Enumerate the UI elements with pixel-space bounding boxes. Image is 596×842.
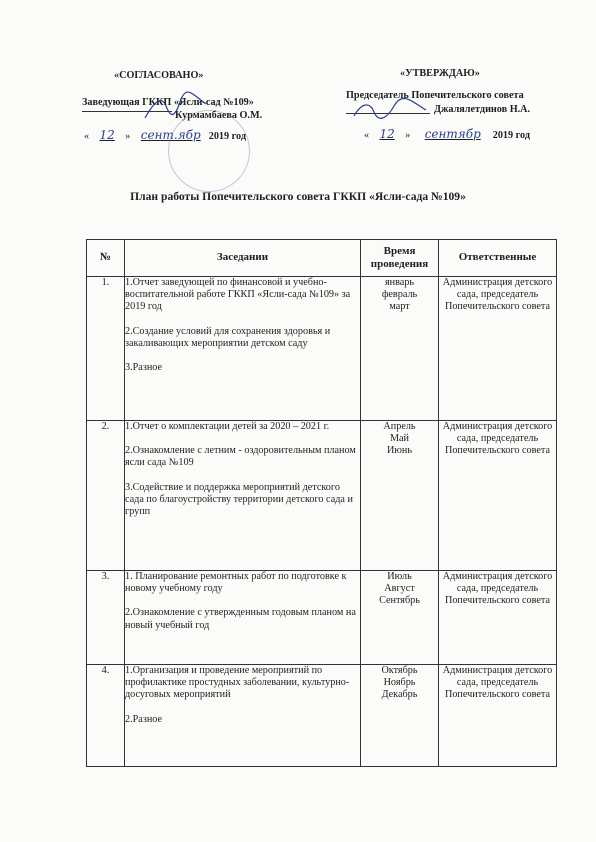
plan-table xyxy=(86,239,557,767)
meeting-item: 1.Отчет о комплектации детей за 2020 – 2021 г. xyxy=(125,421,330,432)
month: Июль xyxy=(387,571,412,582)
right-date xyxy=(364,127,530,143)
row-num: 4. xyxy=(87,665,125,767)
meeting-item: 2.Ознакомление с утвержденным годовым планом на новый учебный год xyxy=(125,607,356,631)
month: Сентябрь xyxy=(379,595,420,607)
left-position: Заведующая ГККП «Ясли-сад №109» xyxy=(82,97,254,108)
header-meetings: Заседании xyxy=(125,240,361,277)
left-date-month: сент.ябр xyxy=(140,128,201,142)
row-responsible: Администрация детского сада, председатель Попечительского совета xyxy=(439,571,557,665)
row-num: 1. xyxy=(87,277,125,421)
header-responsible: Ответственные xyxy=(439,240,557,277)
row-responsible: Администрация детского сада, председатель Попечительского совета xyxy=(439,277,557,421)
row-num: 3. xyxy=(87,571,125,665)
month: Декабрь xyxy=(381,689,418,701)
row-time xyxy=(361,571,439,665)
row-meetings xyxy=(125,277,361,421)
left-date-quote-open: « xyxy=(84,131,90,142)
row-time xyxy=(361,421,439,571)
right-date-year: 2019 год xyxy=(492,130,530,141)
left-stamp-icon xyxy=(168,110,250,192)
row-num: 2. xyxy=(87,421,125,571)
right-approval-label: «УТВЕРЖДАЮ» xyxy=(400,68,480,79)
month: январь xyxy=(384,277,415,288)
right-date-day: 12 xyxy=(379,127,395,141)
left-approval-label: «СОГЛАСОВАНО» xyxy=(114,70,204,81)
row-meetings xyxy=(125,571,361,665)
month: февраль xyxy=(381,289,418,301)
table-row xyxy=(87,277,557,421)
left-name: Курмамбаева О.М. xyxy=(175,110,263,121)
header-time: Время проведения xyxy=(361,240,439,277)
left-date-quote-close: » xyxy=(125,131,131,142)
month: Июнь xyxy=(386,445,413,457)
meeting-item: 2.Разное xyxy=(125,713,163,725)
left-date-day: 12 xyxy=(99,128,115,142)
row-meetings xyxy=(125,665,361,767)
right-date-quote-open: « xyxy=(364,130,370,141)
meeting-item: 3.Содействие и поддержка мероприятий детского сада по благоустройству территории детского сада и групп xyxy=(125,481,353,518)
right-date-quote-close: » xyxy=(405,130,411,141)
right-signature-icon xyxy=(350,98,430,124)
meeting-item: 3.Разное xyxy=(125,362,163,374)
month: Октябрь xyxy=(381,665,418,676)
row-time xyxy=(361,665,439,767)
meeting-item: 1. Планирование ремонтных работ по подготовке к новому учебному году xyxy=(125,571,347,595)
month: Апрель xyxy=(383,421,416,432)
header-num: № xyxy=(87,240,125,277)
table-header-row xyxy=(87,240,557,277)
month: Август xyxy=(384,583,415,595)
meeting-item: 2.Ознакомление с летним - оздоровительным планом ясли сада №109 xyxy=(125,445,356,469)
meeting-item: 1.Организация и проведение мероприятий по профилактике простудных заболевании, культурно-досуговых мероприятий xyxy=(125,665,350,701)
table-row xyxy=(87,571,557,665)
meeting-item: 2.Создание условий для сохранения здоровья и закаливающих мероприятии детском саду xyxy=(125,325,331,349)
left-date-year: 2019 год xyxy=(208,131,246,142)
table-row xyxy=(87,665,557,767)
right-date-month: сентябр xyxy=(424,127,481,141)
month: Ноябрь xyxy=(383,677,416,689)
right-position: Председатель Попечительского совета xyxy=(346,90,524,101)
page-title: План работы Попечительского совета ГККП «Ясли-сада №109» xyxy=(130,190,466,203)
right-name: Джалялетдинов Н.А. xyxy=(434,104,531,115)
row-responsible: Администрация детского сада, председатель Попечительского совета xyxy=(439,421,557,571)
row-time xyxy=(361,277,439,421)
month: март xyxy=(389,301,410,313)
table-row xyxy=(87,421,557,571)
row-responsible: Администрация детского сада, председатель Попечительского совета xyxy=(439,665,557,767)
meeting-item: 1.Отчет заведующей по финансовой и учебно-воспитательной работе ГККП «Ясли-сада №109» за 2019 год xyxy=(125,277,351,313)
month: Май xyxy=(389,433,410,445)
row-meetings xyxy=(125,421,361,571)
